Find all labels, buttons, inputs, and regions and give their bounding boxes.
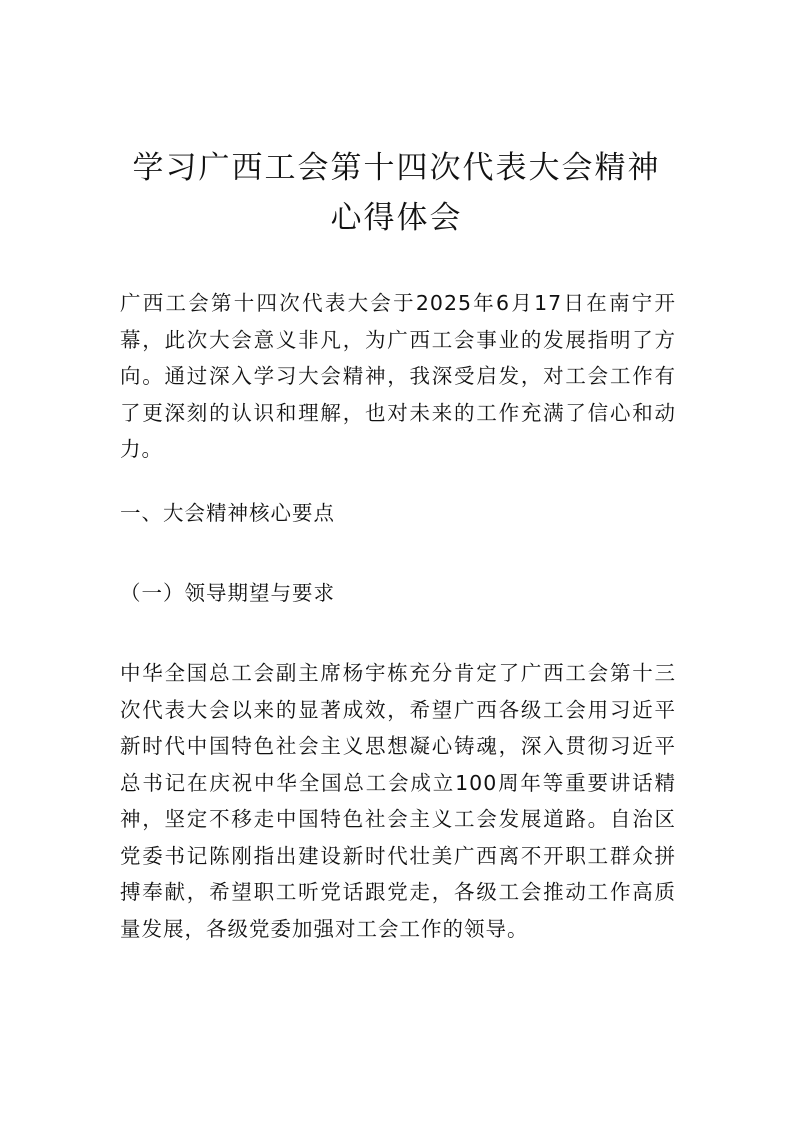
body-paragraph: 中华全国总工会副主席杨宇栋充分肯定了广西工会第十三次代表大会以来的显著成效，希望广西各级工会用习近平新时代中国特色社会主义思想凝心铸魂，深入贯彻习近平总书记在庆祝中华全国总工会成立100周年等重要讲话精神，坚定不移走中国特色社会主义工会发展道路。自治区党委书记陈刚指出建设新时代壮美广西离不开职工群众拼搏奉献，希望职工听党话跟党走，各级工会推动工作高质量发展，各级党委加强对工会工作的领导。 xyxy=(120,661,676,941)
subsection-heading: （一）领导期望与要求 xyxy=(120,581,335,605)
section-heading: 一、大会精神核心要点 xyxy=(120,501,335,525)
document-title: 学习广西工会第十四次代表大会精神心得体会 xyxy=(132,149,661,236)
intro-paragraph: 广西工会第十四次代表大会于2025年6月17日在南宁开幕，此次大会意义非凡，为广西工会事业的发展指明了方向。通过深入学习大会精神，我深受启发，对工会工作有了更深刻的认识和理解，也对未来的工作充满了信心和动力。 xyxy=(120,291,676,461)
